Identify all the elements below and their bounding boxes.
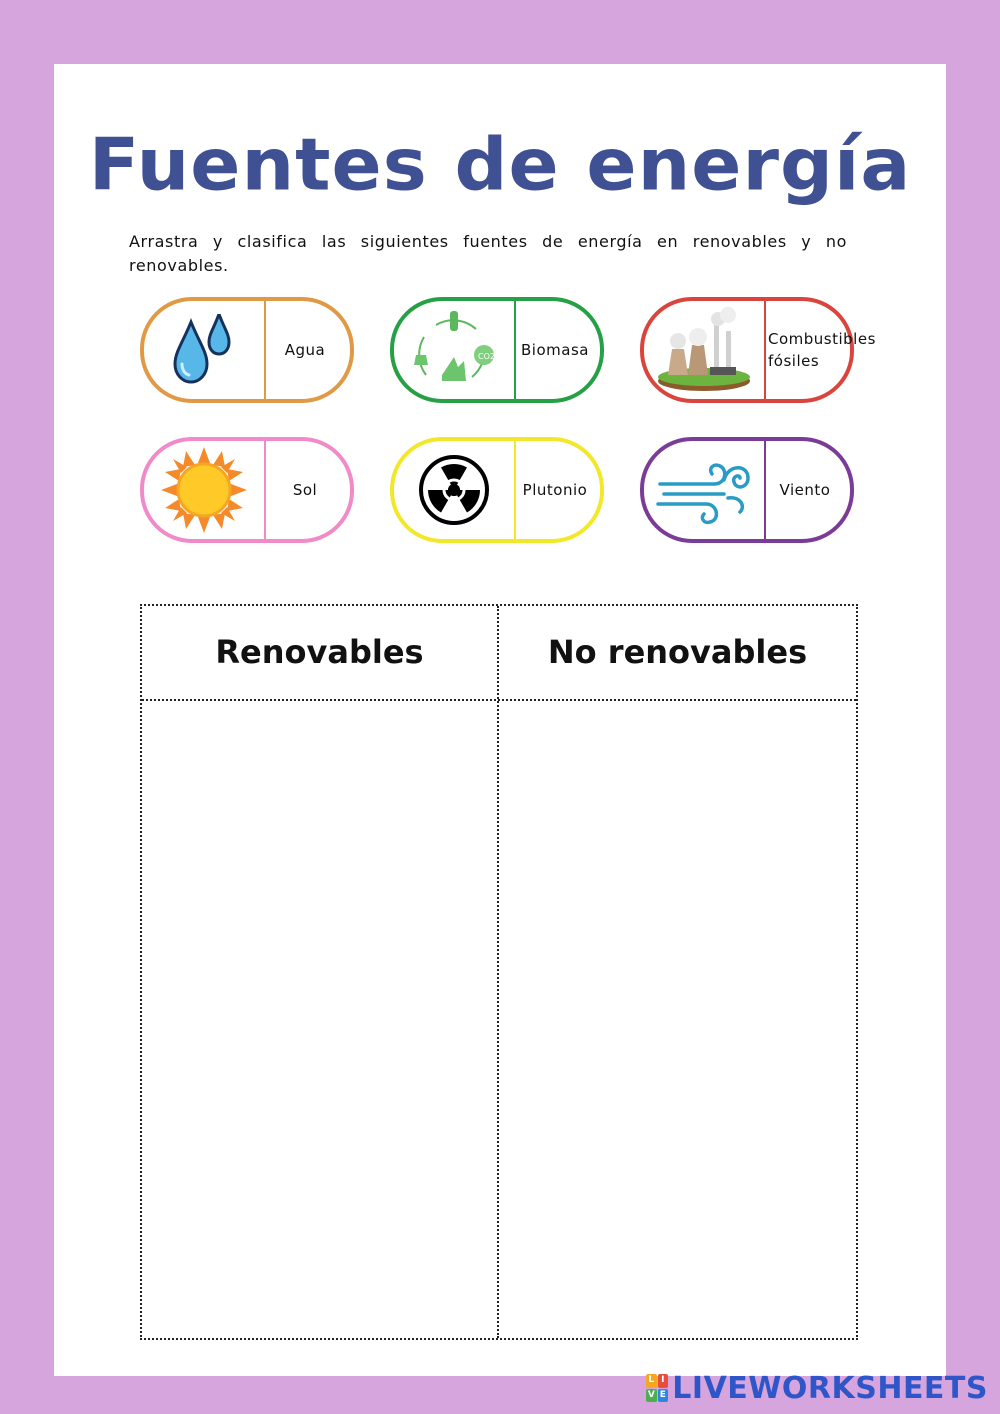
card-biomasa[interactable] (390, 297, 604, 403)
instructions-text: Arrastra y clasifica las siguientes fuentes de energía en renovables y no renovables. (129, 232, 847, 275)
card-label: Combustibles fósiles (768, 330, 876, 370)
worksheet (54, 64, 946, 1376)
biomass-cycle-icon (394, 301, 514, 399)
card-label: Plutonio (522, 481, 588, 499)
card-label: Agua (284, 341, 326, 359)
card-label: Biomasa (521, 341, 589, 359)
sun-icon (144, 441, 264, 539)
power-plant-icon (644, 301, 764, 399)
column-header-renovables: Renovables (215, 633, 424, 671)
column-header-no-renovables: No renovables (547, 633, 808, 671)
card-viento[interactable] (640, 437, 854, 543)
radiation-icon (394, 441, 514, 539)
card-label: Sol (292, 481, 318, 499)
card-label: Viento (779, 481, 831, 499)
header-divider (142, 699, 856, 701)
page-title: Fuentes de energía (88, 122, 912, 208)
liveworksheets-logo-icon: L I V E (646, 1374, 668, 1402)
dropzone-no-renovables[interactable] (499, 702, 856, 1338)
wind-icon (644, 441, 764, 539)
card-agua[interactable] (140, 297, 354, 403)
card-plutonio[interactable] (390, 437, 604, 543)
svg-text:CO2: CO2 (478, 352, 495, 361)
water-drops-icon (144, 301, 264, 399)
dropzone-renovables[interactable] (142, 702, 497, 1338)
brand-text: LIVEWORKSHEETS (672, 1370, 988, 1406)
card-sol[interactable] (140, 437, 354, 543)
classification-table (140, 604, 858, 1340)
liveworksheets-brand[interactable] (646, 1370, 988, 1406)
card-combustibles-fosiles[interactable] (640, 297, 876, 403)
